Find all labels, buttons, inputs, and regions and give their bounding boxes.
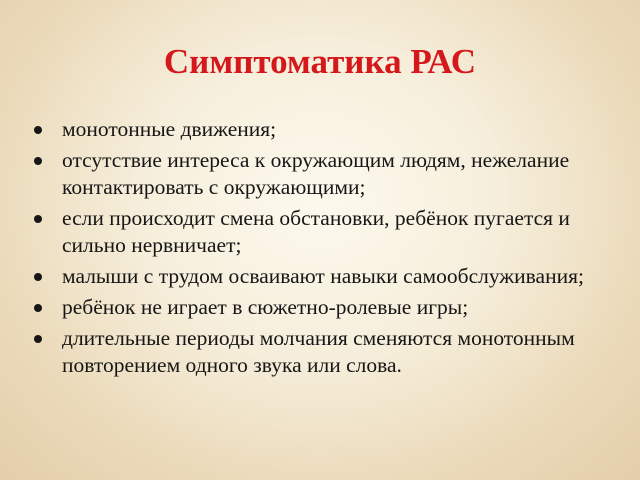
list-item-text: малыши с трудом осваивают навыки самообслуживания; bbox=[62, 264, 584, 288]
bullet-dot-icon bbox=[34, 215, 42, 223]
bullet-dot-icon bbox=[34, 126, 42, 134]
bullet-dot-icon bbox=[34, 304, 42, 312]
list-item-text: длительные периоды молчания сменяются монотонным повторением одного звука или слова. bbox=[62, 326, 575, 377]
list-item bbox=[30, 205, 610, 259]
bullet-dot-icon bbox=[34, 273, 42, 281]
list-item-text: если происходит смена обстановки, ребёнок пугается и сильно нервничает; bbox=[62, 206, 570, 257]
list-item bbox=[30, 325, 610, 379]
list-item bbox=[30, 263, 610, 290]
list-item bbox=[30, 147, 610, 201]
list-item-text: монотонные движения; bbox=[62, 117, 277, 141]
bullet-dot-icon bbox=[34, 157, 42, 165]
bullet-dot-icon bbox=[34, 335, 42, 343]
list-item bbox=[30, 294, 610, 321]
bullet-list bbox=[30, 116, 610, 383]
list-item bbox=[30, 116, 610, 143]
slide-title: Симптоматика РАС bbox=[163, 42, 477, 81]
list-item-text: отсутствие интереса к окружающим людям, нежелание контактировать с окружающими; bbox=[62, 148, 570, 199]
list-item-text: ребёнок не играет в сюжетно-ролевые игры; bbox=[62, 295, 469, 319]
